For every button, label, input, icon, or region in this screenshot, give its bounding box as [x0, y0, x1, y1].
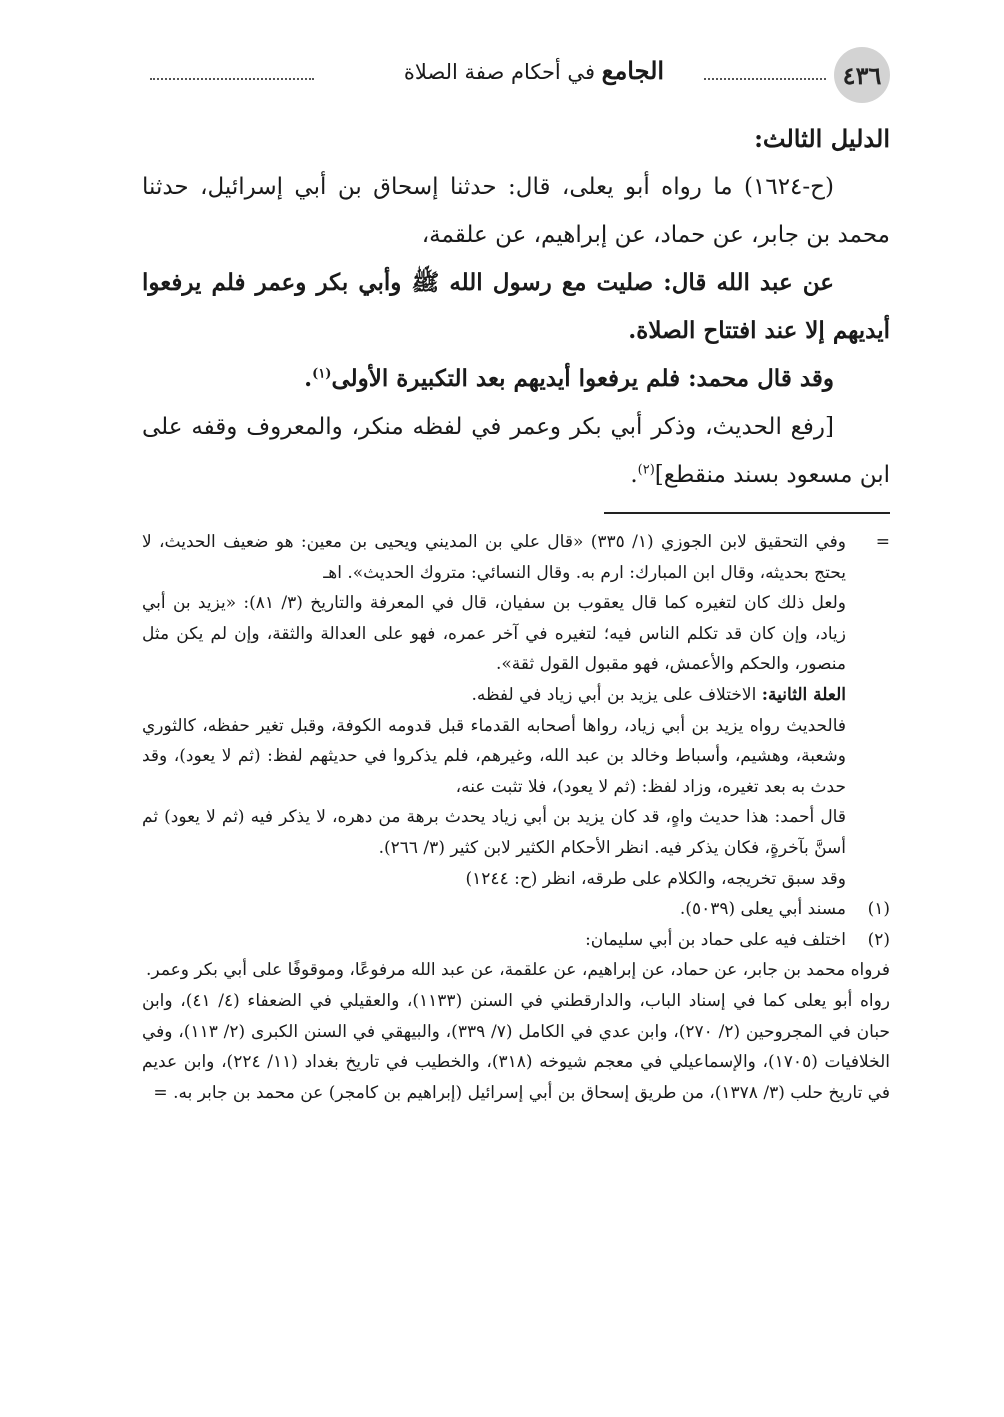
- footnote-1: [142, 894, 890, 925]
- illa-text: الاختلاف على يزيد بن أبي زياد في لفظه.: [471, 684, 762, 705]
- hadith-text: عن عبد الله قال: صليت مع رسول الله ﷺ وأبي بكر وعمر فلم يرفعوا أيديهم إلا عند افتتاح الصلاة.: [142, 269, 890, 344]
- ruling-text: [رفع الحديث، وذكر أبي بكر وعمر في لفظه منكر، والمعروف وقفه على ابن مسعود بسند منقطع]: [142, 414, 890, 488]
- section-heading: الدليل الثالث:: [754, 124, 890, 153]
- ruling-paragraph: [142, 403, 890, 499]
- addition-text: وقد قال محمد: فلم يرفعوا أيديهم بعد التكبيرة الأولى: [331, 365, 834, 392]
- footnote-paragraph: ولعل ذلك كان لتغيره كما قال يعقوب بن سفيان، قال في المعرفة والتاريخ (٣/ ٨١): «يزيد بن أبي زياد، وإن كان قد تكلم الناس فيه؛ لتغيره في آخر عمره، فهو على العدالة والثقة، وإن لم يكن مثل منصور، والحكم والأعمش، فهو مقبول القول ثقة».: [142, 593, 847, 675]
- page-number: ٤٣٦: [834, 47, 890, 103]
- header-dots-left: [150, 78, 314, 80]
- continuation-text: وفي التحقيق لابن الجوزي (١/ ٣٣٥) «قال علي بن المديني ويحيى بن معين: هو ضعيف الحديث، لا يحتج بحديثه، وقال ابن المبارك: ارم به. وقال النسائي: متروك الحديث». اهـ: [142, 532, 846, 583]
- footnote-continuation: [142, 527, 890, 588]
- illa-label: العلة الثانية:: [761, 684, 846, 705]
- book-title-sub: في أحكام صفة الصلاة: [403, 60, 595, 84]
- book-title-main: الجامع: [601, 56, 665, 85]
- footnote-2-sources: [142, 986, 890, 1108]
- footnote-paragraph: قال أحمد: هذا حديث واهٍ، قد كان يزيد بن أبي زياد يحدث برهة من دهره، لا يذكر فيه (ثم لا يعود) ثم أسنَّ بآخرةٍ، فكان يذكر فيه. انظر الأحكام الكثير لابن كثير (٣/ ٢٦٦).: [142, 807, 846, 858]
- page-header: [142, 44, 890, 106]
- footnote-1-mark: (١): [867, 899, 890, 920]
- addition-end: .: [304, 365, 313, 392]
- footnote-paragraph: فالحديث رواه يزيد بن أبي زياد، رواها أصحابه القدماء قبل قدومه الكوفة، وقبل تغير حفظه، كالثوري وشعبة، وهشيم، وأسباط وخالد بن عبد الله، وغيرهم، فلم يذكروا في حديثهم لفظ: (ثم لا يعود)، وقد حدث به بعد تغيره، وزاد لفظ: (ثم لا يعود)، فلا تثبت عنه،: [142, 715, 847, 797]
- header-dots-right: [704, 78, 826, 80]
- addition-paragraph: [142, 355, 890, 403]
- footnote-2: [142, 925, 890, 956]
- sources-text: رواه أبو يعلى كما في إسناد الباب، والدارقطني في السنن (١١٣٣)، والعقيلي في الضعفاء (٤/ ٤١)، وابن حبان في المجروحين (٢/ ٢٧٠)، وابن عدي في الكامل (٧/ ٣٣٩)، والبيهقي في السنن الكبرى (٢/ ١١٣)، وفي الخلافيات (١٧٠٥)، والإسماعيلي في معجم شيوخه (٣١٨)، والخطيب في تاريخ بغداد (١١/ ٢٢٤)، وابن عديم في تاريخ حلب (٣/ ١٣٧٨)، من طريق إسحاق بن أبي إسرائيل (إبراهيم بن كامجر) عن محمد بن جابر به.: [142, 990, 890, 1103]
- ruling-end: .: [630, 462, 638, 488]
- book-title: [374, 56, 694, 85]
- hadith-reference: (ح-١٦٢٤) ما رواه أبو يعلى، قال: حدثنا إسحاق بن أبي إسرائيل، حدثنا محمد بن جابر، عن حماد، عن إبراهيم، عن علقمة،: [142, 174, 890, 248]
- footnote-ref-2: (٢): [637, 462, 655, 478]
- continuation-mark: =: [875, 532, 890, 552]
- footnote-ref-1: (١): [312, 366, 332, 382]
- page-continues-mark: =: [153, 1082, 174, 1103]
- main-text: [142, 115, 890, 499]
- footnote-separator: [604, 512, 890, 514]
- footnote-paragraph: وقد سبق تخريجه، والكلام على طرقه، انظر (ح: ١٢٤٤): [465, 868, 846, 889]
- footnote-2-paragraph: فرواه محمد بن جابر، عن حماد، عن إبراهيم، عن علقمة، عن عبد الله مرفوعًا، وموقوفًا على أبي بكر وعمر.: [146, 960, 890, 981]
- footnotes: [142, 527, 890, 1108]
- footnote-2-text: اختلف فيه على حماد بن أبي سليمان:: [585, 929, 846, 950]
- footnote-1-text: مسند أبي يعلى (٥٠٣٩).: [679, 899, 846, 920]
- footnote-illa: [142, 680, 890, 711]
- footnote-2-mark: (٢): [867, 929, 890, 950]
